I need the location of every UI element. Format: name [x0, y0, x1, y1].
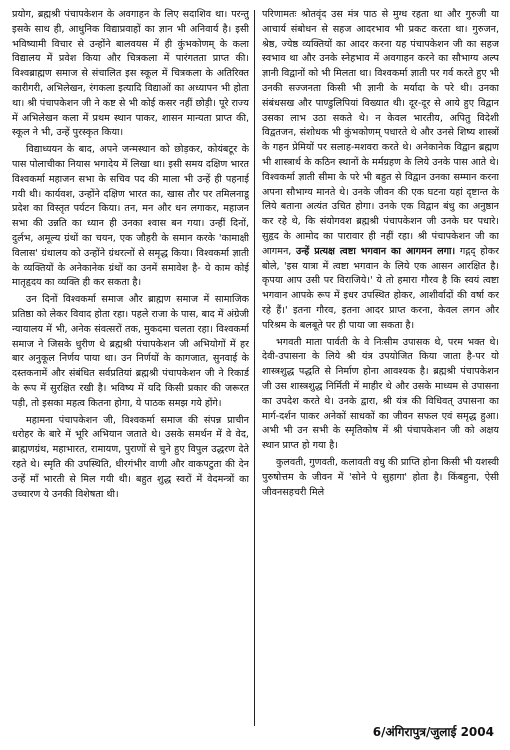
paragraph: उन दिनों विश्वकर्मा समाज और ब्राह्मण समाज में सामाजिक प्रतिष्ठा को लेकर विवाद होता रहा। पहले राजा के पास, बाद में अंग्रेजी न्यायालय में भी, अनेक संवत्सरों तक, मुकदमा चलता रहा। विश्वकर्मा समाज ने जिसके धुरीण थे ब्रह्मश्री पंचापकेशन जी अभियोगों में हर बार अनुकूल निर्णय पाया था। उन निर्णयों के कागजात, सुनवाई के दस्तकनामें और संबंधित सर्वप्रतियां ब्रह्मश्री पंचापकेशन जी ने रिकार्ड के रूप में सुरक्षित रखी है। भविष्य में यदि किसी प्रकार की जरूरत पड़ी, तो इसका महत्व कितना होगा, ये पाठक समझ गये होंगे।: [12, 294, 249, 409]
page-footer: 6/अंगिरापुत्र/जुलाई 2004: [372, 725, 494, 739]
bold-phrase: उन्हें प्रत्यक्ष त्वष्टा भगवान का आगमन लगा।: [296, 245, 456, 257]
left-column: [12, 8, 249, 726]
paragraph: कुलवती, गुणवती, कलावती वधु की प्राप्ति होना किसी भी यशस्वी पुरुषोत्तम के जीवन में 'सोने पे सुहागा' होता है। किंबहुना, ऐसी जीवनसहचरी मिले: [262, 456, 499, 498]
paragraph: [262, 8, 499, 334]
right-column: [262, 8, 499, 698]
column-divider: [254, 10, 255, 726]
paragraph: भगवती माता पार्वती के वे निःसीम उपासक थे, परम भक्त थे। देवी-उपासना के लिये श्री यंत्र उपयोजित किया जाता है-पर यो शास्त्रशुद्ध पद्धति से निर्माण होना आवश्यक है। ब्रह्मश्री पंचापकेशन जी उस शास्त्रशुद्ध निर्मिती में माहीर थे और उसके माध्यम से उपासना का उपदेश करते थे। उनके द्वारा, श्री यंत्र की विधिवत् उपासना का मार्ग-दर्शन पाकर अनेकों साधकों का जीवन सफल एवं समृद्ध हुआ। अभी भी उन सभी के स्मृतिकोष में श्री पंचापकेशन जी को अक्षय स्थान प्राप्त हो गया है।: [262, 336, 499, 452]
paragraph: प्रयोग, ब्रह्मश्री पंचापकेशन के अवगाहन के लिए सदाशिव था। परन्तु इसके साथ ही, आधुनिक विद्याप्रवाहों का ज्ञान भी अनिवार्य है। इसी भविष्यामी विचार से उन्होंने बालवयस में ही कुंभकोणम् के कला विद्यालय में प्रवेश किया और चित्रकला में पारंगतता प्राप्त की। विश्वब्राह्मण समाज से संचालित इस स्कूल में चित्रकला के अतिरिक्त कारीगरी, अभिलेखन, रंगकला इत्यादि विद्याओं का अध्यापन भी होता था। श्री पंचापकेशन जी ने कष्ट से भी कोई कसर नहीं छोड़ी। पूरे राज्य में अभिलेखन कला में प्रथम स्थान पाकर, शासन मान्यता प्राप्त की, स्कूल ने भी, उन्हें पुरस्कृत किया।: [12, 9, 249, 139]
paragraph-text: गद्गद् होकर बोले, 'इस यात्रा में त्वष्टा भगवान के लिये एक आसन आरक्षित है। कृपया आप उसी पर विराजिये।' ये तो हमारा गौरव है कि स्वयं त्वष्टा भगवान आपके रूप में इधर उपस्थित होकर, आशीर्वादों की वर्षा कर रहे हैं।' इतना गौरव, इतना आदर प्राप्त करना, केवल लगन और परिश्रम के बलबूते पर ही पाया जा सकता है।: [262, 245, 499, 331]
paragraph: विद्याध्ययन के बाद, अपने जन्मस्थान को छोड़कर, कोयंबटूर के पास पोलाचीका नियास भगादेय में लिखा था। इसी समय दक्षिण भारत विश्वकर्मा महाजन सभा के सचिव पद की माला भी उन्हें ही पहनाई गयी थी। कार्यवश, उन्होंने दक्षिण भारत का, खास तौर पर तमिलनाडू प्रदेश का विस्तृत पर्यटन किया। तन, मन और धन लगाकर, महाजन सभा की उन्नति का ध्यान ही उनका श्वास बन गया। उन्हीं दिनों, दुर्लभ, अमूल्य ग्रंथों का चयन, एक जौहरी के समान करके 'कामाक्षी विलास' ग्रंथालय को उन्होंने ग्रंथरत्नों से समृद्ध किया। विश्वकर्मा ज्ञाती के व्यक्तियों के अनेकानेक ग्रंथों का उनमें समावेश है- ये काम कोई मातृहृदय का व्यक्ति ही कर सकता है।: [12, 144, 249, 289]
paragraph: महामना पंचापकेशन जी, विश्वकर्मा समाज की संपन्न प्राचीन धरोहर के बारे में भूरि अभियान जताते थे। उसके समर्थन में वे वेद, ब्राह्मणग्रंथ, महाभारत, रामायण, पुराणों से चुने हुए विपुल उद्धरण देते रहते थे। स्मृति की उपस्थिति, धीरगंभीर वाणी और वाकपटुता की देन उन्हें माँ भारती से मिल गयी थी। बहुत शुद्ध स्वरों में वेदमन्त्रों का उच्चारण ये उनकी विशेषता थी।: [12, 414, 249, 500]
paragraph-text: परिणामतः श्रोतवृंद उस मंत्र पाठ से मुग्ध रहता था और गुरुजी या आचार्य संबोधन से सहज आदरभाव भी प्रकट करता था। गुरुजन, श्रेष्ठ, ज्येष्ठ व्यक्तियों का आदर करना यह पंचापकेशन जी का सहज स्वभाव था और उनके स्नेहभाव में अवगाहन करने का सौभाग्य अल्प ज्ञानी विद्वानों को भी मिलता था। विश्वकर्मा ज्ञाती पर गर्व करते हुए भी उनकी सज्जनता किसी भी ज्ञानी के मर्यादा के परे थी। उनका संबंधसख और पाण्डुलिपियां विख्यात थी। दूर-दूर से आये हुए विद्वान उसका लाभ उठा सकते थे। न केवल भारतीय, अपितु विदेशी विद्वतजन, संशोधक भी कुंभकोणम् पधारते थे और उनसे शिष्य शास्त्रों के गहन प्रेमियों पर सलाह-मशवरा करते थे। अनेकानेक विद्वान ब्रह्मण भी शास्त्रार्थ के कठिन स्थानों के मर्मग्रहण के लिये उनके पास आते थे। विश्वकर्मा ज्ञाती सीमा के परे भी बहुत से विद्वान उनका सम्मान करना अपना सौभाग्य मानते थे। उनके जीवन की एक घटना यहां दृष्टान्त के लिये बताना अत्यंत उचित होगा। उनके एक विद्वान बंधु का अनुष्ठान कर रहे थे, कि संयोगवश ब्रह्मश्री पंचापकेशन जी उनके घर पधारे। सुहृद के आमोद का पारावार ही नहीं रहा। श्री पंचापकेशन जी का आगमन,: [262, 9, 499, 257]
